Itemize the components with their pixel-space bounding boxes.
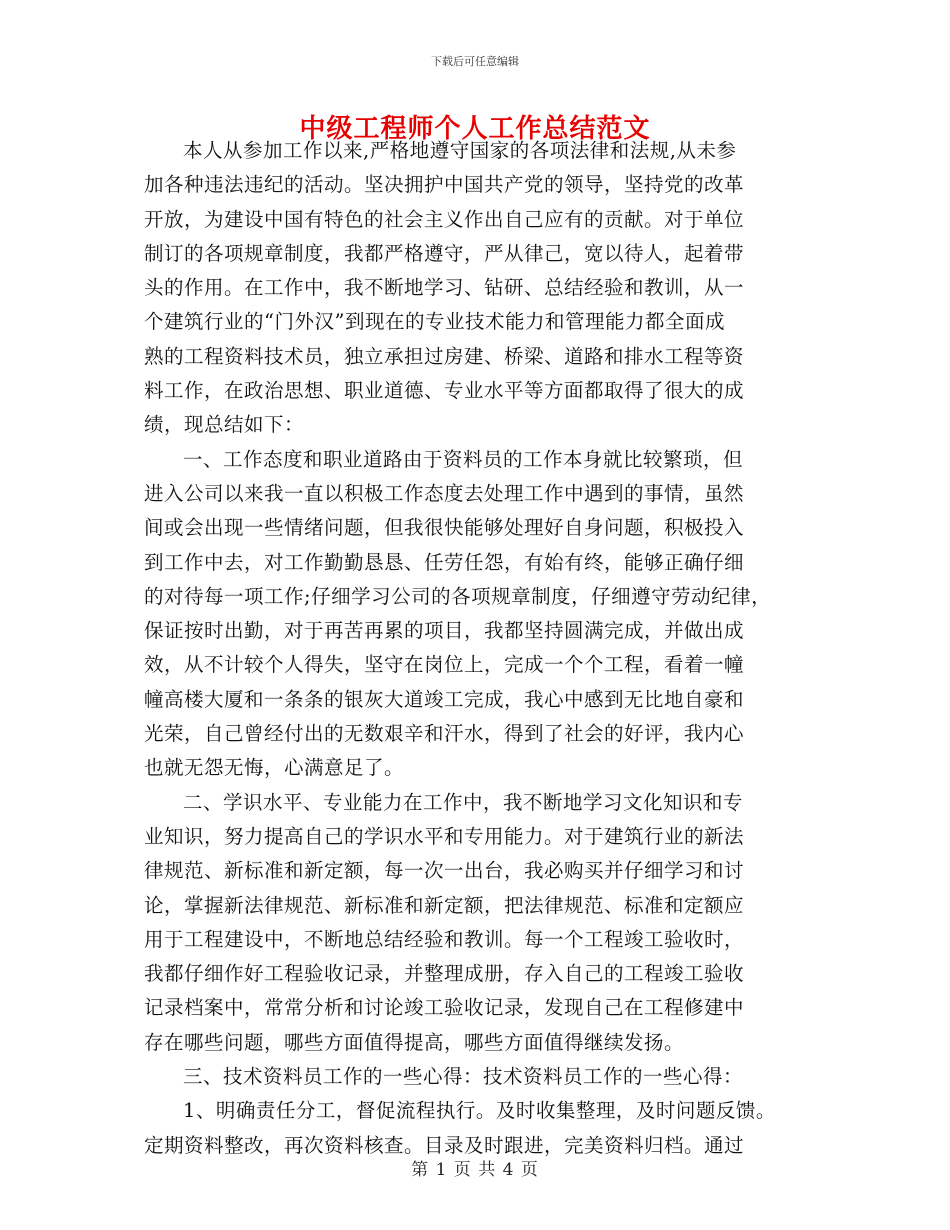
- document-title: 中级工程师个人工作总结范文: [299, 114, 651, 144]
- text-line: 1、明确责任分工，督促流程执行。及时收集整理，及时问题反馈。: [183, 1099, 776, 1123]
- text-line: 本人从参加工作以来,严格地遵守国家的各项法律和法规,从未参: [183, 139, 737, 162]
- text-line: 加各种违法违纪的活动。坚决拥护中国共产党的领导，坚持党的改革: [144, 173, 745, 197]
- text-line: 个建筑行业的“门外汉”到现在的专业技术能力和管理能力都全面成: [144, 310, 725, 334]
- text-line: 到工作中去，对工作勤勤恳恳、任劳任怨，有始有终，能够正确仔细: [144, 550, 745, 574]
- text-line: 开放，为建设中国有特色的社会主义作出自己应有的贡献。对于单位: [144, 207, 745, 231]
- text-line: 制订的各项规章制度，我都严格遵守，严从律己，宽以待人，起着带: [144, 241, 745, 265]
- document-body: [144, 134, 816, 1163]
- text-line: 定期资料整改，再次资料核查。目录及时跟进，完美资料归档。通过: [144, 1133, 745, 1157]
- text-line: 熟的工程资料技术员，独立承担过房建、桥梁、道路和排水工程等资: [144, 344, 745, 368]
- text-line: 我都仔细作好工程验收记录，并整理成册，存入自己的工程竣工验收: [144, 962, 745, 986]
- text-line: 效，从不计较个人得失，坚守在岗位上，完成一个个工程，看着一幢: [144, 653, 745, 677]
- text-line: 料工作，在政治思想、职业道德、专业水平等方面都取得了很大的成: [144, 379, 745, 403]
- text-line: 律规范、新标准和新定额，每一次一出台，我必购买并仔细学习和讨: [144, 859, 745, 883]
- text-line: 幢高楼大厦和一条条的银灰大道竣工完成，我心中感到无比地自豪和: [144, 687, 745, 711]
- text-line: 间或会出现一些情绪问题，但我很快能够处理好自身问题，积极投入: [144, 516, 745, 540]
- text-line: 也就无怨无悔，心满意足了。: [144, 756, 405, 780]
- text-line: 二、学识水平、专业能力在工作中，我不断地学习文化知识和专: [183, 790, 744, 814]
- text-line: 记录档案中，常常分析和讨论竣工验收记录，发现自己在工程修建中: [144, 996, 745, 1020]
- text-line: 一、工作态度和职业道路由于资料员的工作本身就比较繁琐，但: [183, 447, 744, 471]
- page-footer: 第 1 页 共 4 页: [411, 1160, 539, 1180]
- text-line: 三、技术资料员工作的一些心得：技术资料员工作的一些心得：: [183, 1065, 744, 1089]
- text-line: 保证按时出勤，对于再苦再累的项目，我都坚持圆满完成，并做出成: [144, 619, 745, 643]
- text-line: 用于工程建设中，不断地总结经验和教训。每一个工程竣工验收时，: [144, 927, 745, 951]
- text-line: 头的作用。在工作中，我不断地学习、钻研、总结经验和教训，从一: [144, 276, 745, 300]
- text-line: 论，掌握新法律规范、新标准和新定额，把法律规范、标准和定额应: [144, 893, 745, 917]
- text-line: 进入公司以来我一直以积极工作态度去处理工作中遇到的事情，虽然: [144, 481, 745, 505]
- text-line: 光荣，自己曾经付出的无数艰辛和汗水，得到了社会的好评，我内心: [144, 722, 745, 746]
- text-line: 存在哪些问题，哪些方面值得提高，哪些方面值得继续发扬。: [144, 1030, 685, 1054]
- text-line: 业知识，努力提高自己的学识水平和专用能力。对于建筑行业的新法: [144, 824, 745, 848]
- text-line: 的对待每一项工作;仔细学习公司的各项规章制度，仔细遵守劳动纪律，: [144, 584, 772, 608]
- header-note: 下载后可任意编辑: [431, 55, 519, 68]
- text-line: 绩，现总结如下：: [144, 413, 305, 437]
